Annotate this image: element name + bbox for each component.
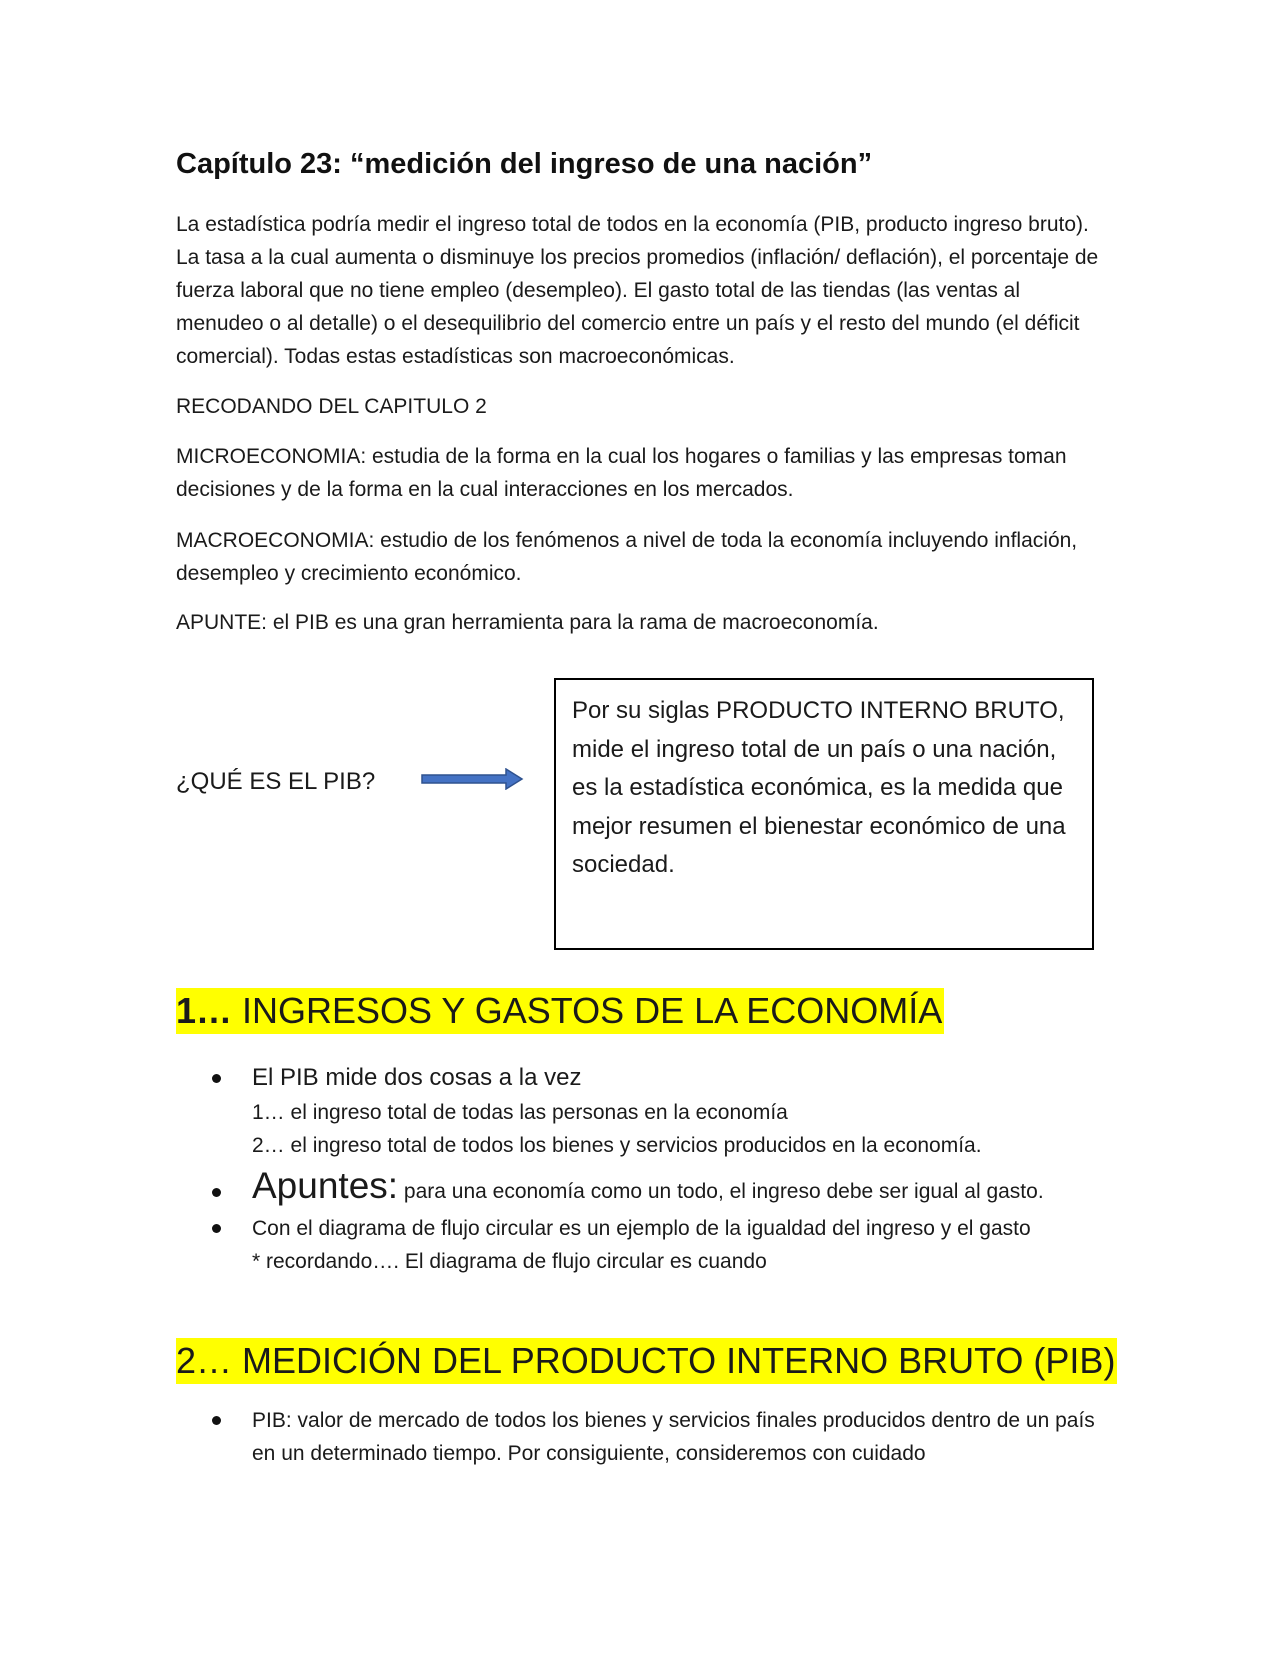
bullet-icon <box>212 1416 221 1425</box>
list-item <box>212 1060 1112 1162</box>
section-1-title: INGRESOS Y GASTOS DE LA ECONOMÍA <box>232 990 943 1031</box>
bullet-text: Con el diagrama de flujo circular es un ejemplo de la igualdad del ingreso y el gasto <box>252 1217 1031 1240</box>
section-1-bullet-list <box>212 1060 1112 1278</box>
bullet-subline: 1… el ingreso total de todas las personas en la economía <box>252 1101 788 1124</box>
list-item <box>212 1212 1112 1278</box>
right-arrow-icon <box>420 768 524 790</box>
section-2-heading: 2… MEDICIÓN DEL PRODUCTO INTERNO BRUTO (PIB) <box>176 1338 1117 1384</box>
bullet-subline: 2… el ingreso total de todos los bienes y servicios producidos en la economía. <box>252 1134 982 1157</box>
apunte-note: APUNTE: el PIB es una gran herramienta para la rama de macroeconomía. <box>176 611 879 634</box>
list-item <box>212 1166 1112 1208</box>
bullet-text: El PIB mide dos cosas a la vez <box>252 1064 582 1091</box>
bullet-icon <box>212 1188 221 1197</box>
pib-definition-text: Por su siglas PRODUCTO INTERNO BRUTO, mide el ingreso total de un país o una nación, es la estadística económica, es la medida que mejor resumen el bienestar económico de una sociedad. <box>572 697 1066 878</box>
bullet-subline: * recordando…. El diagrama de flujo circular es cuando <box>252 1250 767 1273</box>
section-1-number: 1… <box>176 990 233 1031</box>
intro-paragraph: La estadística podría medir el ingreso total de todos en la economía (PIB, producto ingreso bruto). La tasa a la cual aumenta o disminuye los precios promedios (inflación/ deflación), el porcentaje de fuerza laboral que no tiene empleo (desempleo). El gasto total de las tiendas (las ventas al menudeo o al detalle) o el desequilibrio del comercio entre un país y el resto del mundo (el déficit comercial). Todas estas estadísticas son macroeconómicas. <box>176 213 1099 368</box>
apuntes-label: Apuntes: <box>252 1165 399 1206</box>
pib-definition-box <box>554 678 1094 950</box>
macroeconomia-definition: MACROECONOMIA: estudio de los fenómenos a nivel de toda la economía incluyendo inflación, desempleo y crecimiento económico. <box>176 529 1078 585</box>
bullet-text: para una economía como un todo, el ingreso debe ser igual al gasto. <box>398 1180 1044 1203</box>
bullet-icon <box>212 1224 221 1233</box>
recordando-line: RECODANDO DEL CAPITULO 2 <box>176 395 487 418</box>
microeconomia-definition: MICROECONOMIA: estudia de la forma en la cual los hogares o familias y las empresas toman decisiones y de la forma en la cual interacciones en los mercados. <box>176 445 1067 501</box>
bullet-text: PIB: valor de mercado de todos los bienes y servicios finales producidos dentro de un país en un determinado tiempo. Por consiguiente, consideremos con cuidado <box>252 1409 1095 1465</box>
section-2-bullet-list <box>212 1404 1112 1470</box>
list-item <box>212 1404 1112 1470</box>
section-1-heading <box>176 988 944 1034</box>
chapter-title: Capítulo 23: “medición del ingreso de una nación” <box>176 148 873 180</box>
bullet-icon <box>212 1074 221 1083</box>
pib-question: ¿QUÉ ES EL PIB? <box>176 768 376 795</box>
